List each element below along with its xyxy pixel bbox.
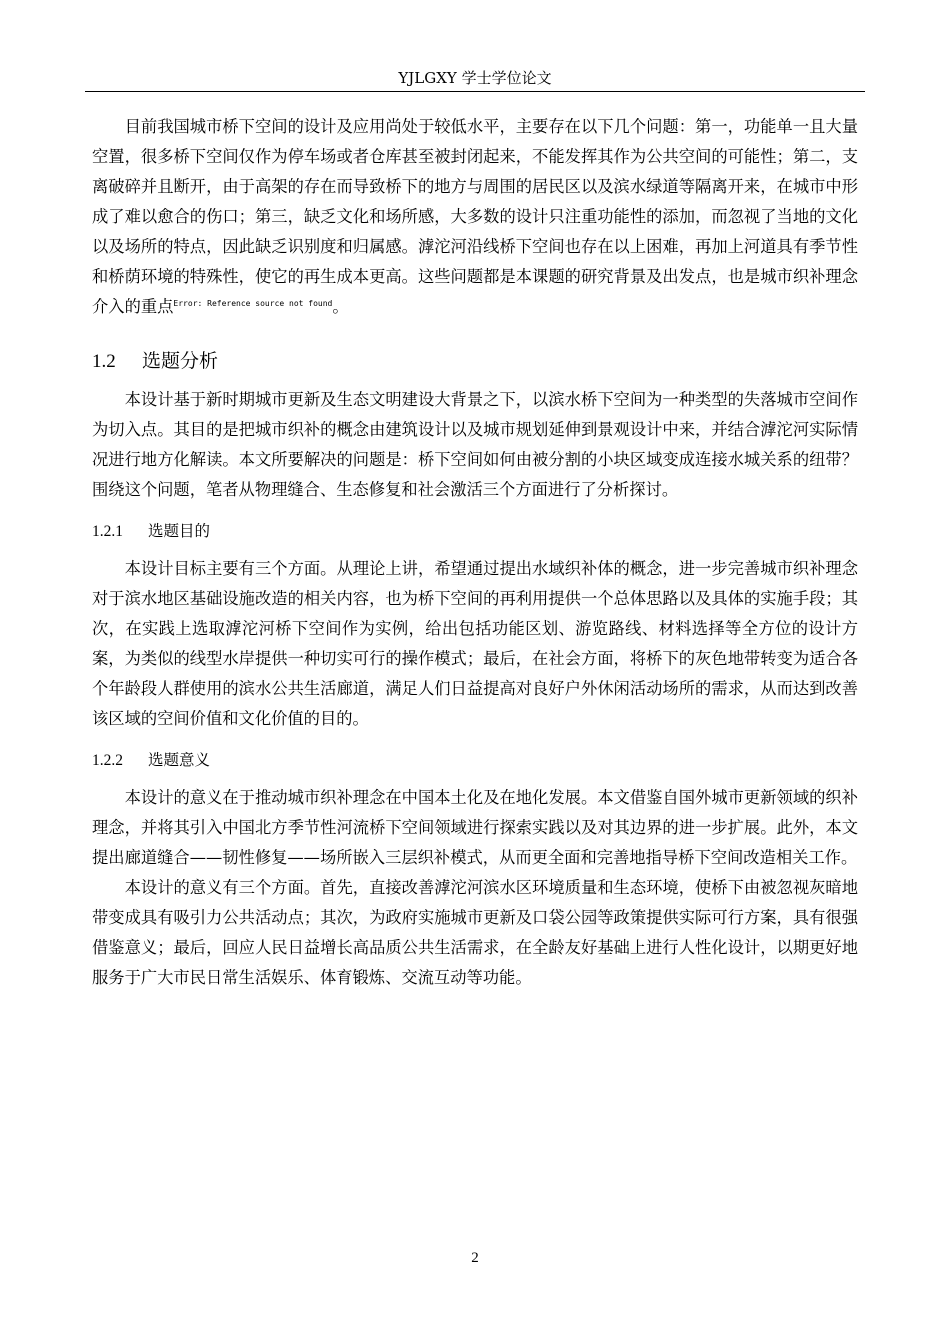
section-title: 选题分析 (142, 350, 219, 372)
document-body (92, 112, 858, 993)
section-heading-1-2 (92, 346, 858, 377)
intro-paragraph (92, 112, 858, 322)
intro-paragraph-ending: 。 (332, 297, 349, 316)
subsection-title: 选题意义 (148, 751, 211, 769)
intro-paragraph-text: 目前我国城市桥下空间的设计及应用尚处于较低水平，主要存在以下几个问题：第一，功能单一且大量空置，很多桥下空间仅作为停车场或者仓库甚至被封闭起来，不能发挥其作为公共空间的可能性；第二，支离破碎并且断开，由于高架的存在而导致桥下的地方与周围的居民区以及滨水绿道等隔离开来，在城市中形成了难以愈合的伤口；第三，缺乏文化和场所感，大多数的设计只注重功能性的添加，而忽视了当地的文化以及场所的特点，因此缺乏识别度和归属感。滹沱河沿线桥下空间也存在以上困难，再加上河道具有季节性和桥荫环境的特殊性，使它的再生成本更高。这些问题都是本课题的研究背景及出发点，也是城市织补理念介入的重点 (92, 117, 858, 316)
subsection-title: 选题目的 (148, 522, 211, 540)
section-1-2-paragraph: 本设计基于新时期城市更新及生态文明建设大背景之下，以滨水桥下空间为一种类型的失落城市空间作为切入点。其目的是把城市织补的概念由建筑设计以及城市规划延伸到景观设计中来，并结合滹沱河实际情况进行地方化解读。本文所要解决的问题是：桥下空间如何由被分割的小块区域变成连接水城关系的纽带？围绕这个问题，笔者从物理缝合、生态修复和社会激活三个方面进行了分析探讨。 (92, 390, 858, 499)
section-heading-1-2-1 (92, 517, 858, 546)
page-number: 2 (471, 1250, 479, 1266)
section-1-2-2-paragraph-1: 本设计的意义在于推动城市织补理念在中国本土化及在地化发展。本文借鉴自国外城市更新领域的织补理念，并将其引入中国北方季节性河流桥下空间领域进行探索实践以及对其边界的进一步扩展。此外，本文提出廊道缝合——韧性修复——场所嵌入三层织补模式，从而更全面和完善地指导桥下空间改造相关工作。 (92, 788, 858, 867)
subsection-number: 1.2.1 (92, 523, 123, 540)
section-1-2-2-paragraph-2: 本设计的意义有三个方面。首先，直接改善滹沱河滨水区环境质量和生态环境，使桥下由被忽视灰暗地带变成具有吸引力公共活动点；其次，为政府实施城市更新及口袋公园等政策提供实际可行方案，具有很强借鉴意义；最后，回应人民日益增长高品质公共生活需求，在全龄友好基础上进行人性化设计，以期更好地服务于广大市民日常生活娱乐、体育锻炼、交流互动等功能。 (92, 878, 858, 987)
reference-error-marker: Error: Reference source not found (173, 299, 333, 308)
section-number: 1.2 (92, 351, 116, 372)
page-header-title: YJLGXY 学士学位论文 (398, 69, 552, 87)
subsection-number: 1.2.2 (92, 752, 123, 769)
header-divider (85, 91, 865, 92)
section-heading-1-2-2 (92, 746, 858, 775)
section-1-2-1-paragraph: 本设计目标主要有三个方面。从理论上讲，希望通过提出水域织补体的概念，进一步完善城市织补理念对于滨水地区基础设施改造的相关内容，也为桥下空间的再利用提供一个总体思路以及具体的实施手段；其次，在实践上选取滹沱河桥下空间作为实例，给出包括功能区划、游览路线、材料选择等全方位的设计方案，为类似的线型水岸提供一种切实可行的操作模式；最后，在社会方面，将桥下的灰色地带转变为适合各个年龄段人群使用的滨水公共生活廊道，满足人们日益提高对良好户外休闲活动场所的需求，从而达到改善该区域的空间价值和文化价值的目的。 (92, 559, 858, 728)
